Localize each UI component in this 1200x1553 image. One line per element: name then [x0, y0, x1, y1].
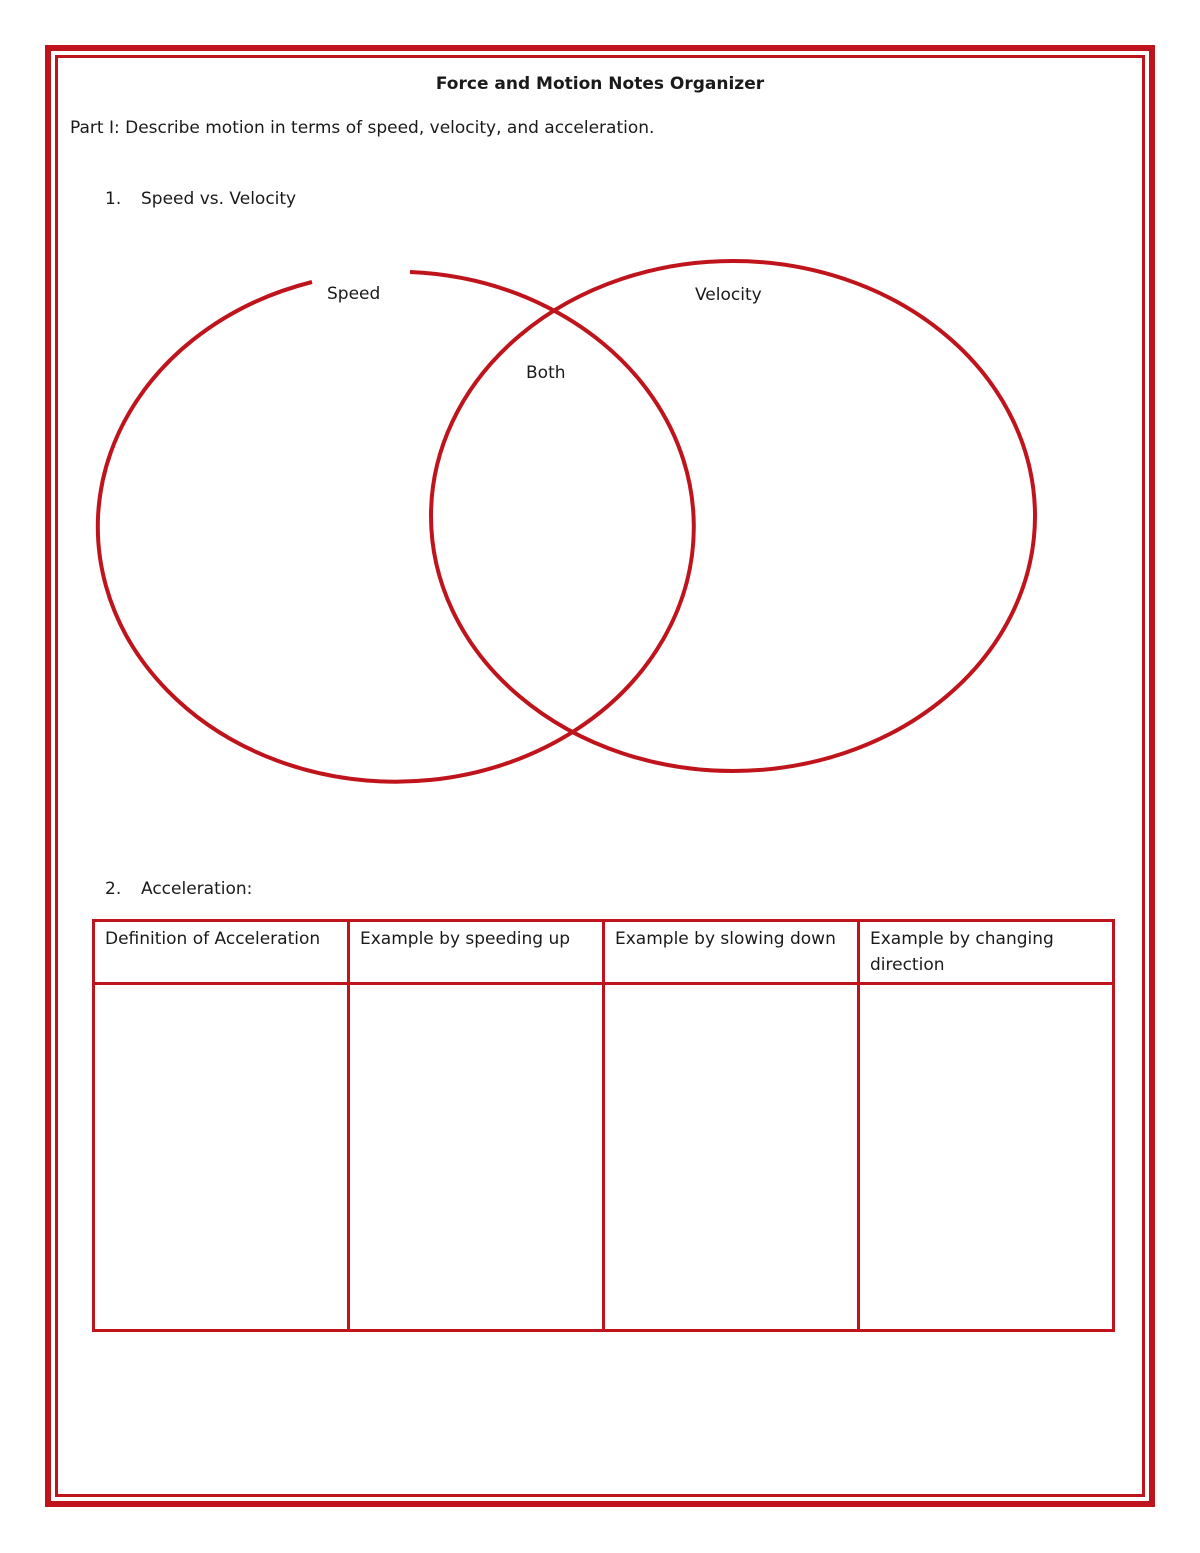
cell-changing-direction[interactable] — [859, 984, 1114, 1331]
venn-velocity-label: Velocity — [695, 285, 762, 305]
header-slowing-down: Example by slowing down — [604, 921, 859, 984]
section-number: 2. — [105, 879, 122, 899]
cell-slowing-down[interactable] — [604, 984, 859, 1331]
part-heading: Part I: Describe motion in terms of speed, velocity, and acceleration. — [70, 118, 655, 138]
venn-both-label: Both — [526, 363, 566, 383]
cell-speeding-up[interactable] — [349, 984, 604, 1331]
cell-definition[interactable] — [94, 984, 349, 1331]
header-definition: Definition of Acceleration — [94, 921, 349, 984]
venn-speed-label: Speed — [327, 284, 381, 304]
acceleration-table — [92, 919, 1115, 1332]
section-label: Speed vs. Velocity — [141, 189, 297, 209]
venn-left-circle — [98, 272, 694, 782]
header-changing-direction: Example by changing direction — [859, 921, 1114, 984]
section-number: 1. — [105, 189, 122, 209]
header-speeding-up: Example by speeding up — [349, 921, 604, 984]
table-row — [94, 984, 1114, 1331]
venn-right-circle — [431, 261, 1035, 771]
page-title: Force and Motion Notes Organizer — [435, 74, 765, 94]
table-header-row — [94, 921, 1114, 984]
section-label: Acceleration: — [141, 879, 253, 899]
section-heading-acceleration — [105, 879, 252, 899]
